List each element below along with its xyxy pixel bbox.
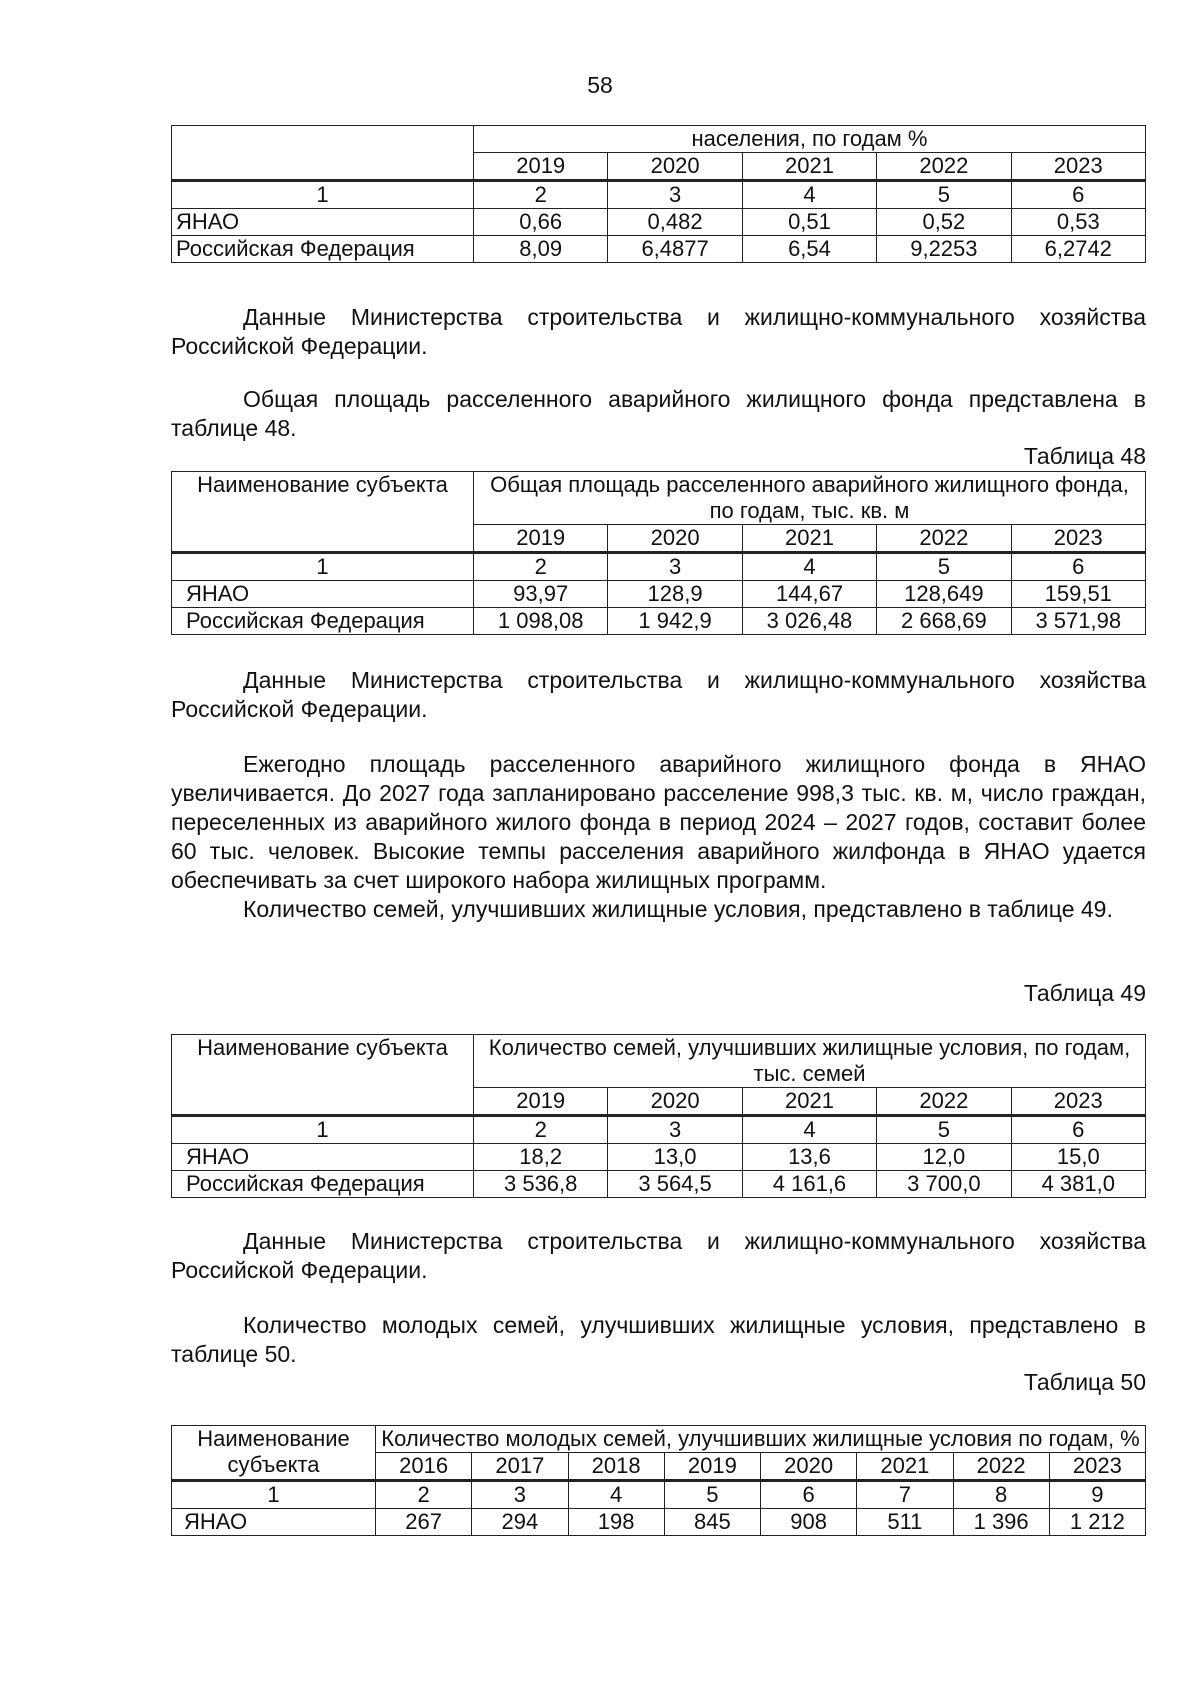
cell: 3 026,48 — [742, 608, 876, 635]
year-header: 2020 — [761, 1453, 857, 1481]
year-header: 2021 — [742, 153, 876, 181]
subject-header-cell: Наименование субъекта — [172, 1426, 376, 1481]
table-49-header: Количество семей, улучшивших жилищные условия, по годам, тыс. семей — [474, 1035, 1146, 1088]
row-name: ЯНАО — [172, 1144, 474, 1171]
year-header: 2017 — [472, 1453, 568, 1481]
source-note: Данные Министерства строительства и жилищно-коммунального хозяйства Российской Федерации. — [171, 1228, 1146, 1283]
year-header: 2023 — [1011, 525, 1145, 553]
cell: 4 161,6 — [742, 1171, 876, 1198]
cell: 0,52 — [877, 209, 1011, 236]
col-number: 6 — [1011, 1116, 1145, 1144]
cell: 4 381,0 — [1011, 1171, 1145, 1198]
cell: 15,0 — [1011, 1144, 1145, 1171]
table-49-caption: Таблица 49 — [1023, 980, 1146, 1006]
table-50-header: Количество молодых семей, улучшивших жилищные условия по годам, % — [376, 1426, 1146, 1453]
year-header: 2019 — [474, 1088, 608, 1116]
cell: 1 396 — [953, 1509, 1049, 1536]
col-number: 8 — [953, 1481, 1049, 1509]
cell: 198 — [568, 1509, 664, 1536]
intro-paragraph-50: Количество молодых семей, улучшивших жилищные условия, представлено в таблице 50. — [171, 1312, 1146, 1367]
cell: 9,2253 — [877, 236, 1011, 263]
cell: 0,66 — [474, 209, 608, 236]
year-header: 2020 — [608, 525, 742, 553]
cell: 6,54 — [742, 236, 876, 263]
row-name: ЯНАО — [172, 1509, 376, 1536]
cell: 2 668,69 — [877, 608, 1011, 635]
table-47 — [171, 125, 1146, 263]
col-number: 5 — [877, 1116, 1011, 1144]
row-name: ЯНАО — [172, 581, 474, 608]
cell: 8,09 — [474, 236, 608, 263]
col-number: 2 — [376, 1481, 472, 1509]
cell: 12,0 — [877, 1144, 1011, 1171]
col-number: 3 — [608, 1116, 742, 1144]
year-header: 2019 — [664, 1453, 760, 1481]
cell: 144,67 — [742, 581, 876, 608]
col-number: 1 — [172, 553, 474, 581]
column-number-row — [172, 553, 1146, 581]
col-number: 3 — [608, 553, 742, 581]
year-header: 2018 — [568, 1453, 664, 1481]
table-row — [172, 1144, 1146, 1171]
col-number: 3 — [472, 1481, 568, 1509]
table-row — [172, 209, 1146, 236]
table-row — [172, 236, 1146, 263]
row-name: Российская Федерация — [172, 608, 474, 635]
cell: 908 — [761, 1509, 857, 1536]
col-number: 5 — [664, 1481, 760, 1509]
cell: 6,2742 — [1011, 236, 1145, 263]
table-48-caption: Таблица 48 — [1023, 443, 1146, 469]
col-number: 6 — [761, 1481, 857, 1509]
year-header: 2016 — [376, 1453, 472, 1481]
cell: 3 564,5 — [608, 1171, 742, 1198]
cell: 128,9 — [608, 581, 742, 608]
table-50 — [171, 1425, 1146, 1536]
cell: 13,0 — [608, 1144, 742, 1171]
table-row — [172, 1509, 1146, 1536]
cell: 294 — [472, 1509, 568, 1536]
intro-paragraph-48: Общая площадь расселенного аварийного жилищного фонда представлена в таблице 48. — [171, 386, 1146, 441]
year-header: 2023 — [1049, 1453, 1145, 1481]
col-number: 4 — [742, 1116, 876, 1144]
col-number: 4 — [742, 553, 876, 581]
year-header: 2021 — [742, 525, 876, 553]
col-number: 2 — [474, 1116, 608, 1144]
col-number: 5 — [877, 181, 1011, 209]
year-header: 2023 — [1011, 1088, 1145, 1116]
year-header: 2022 — [877, 1088, 1011, 1116]
cell: 3 536,8 — [474, 1171, 608, 1198]
cell: 13,6 — [742, 1144, 876, 1171]
table-50-caption: Таблица 50 — [1023, 1369, 1146, 1395]
col-number: 3 — [608, 181, 742, 209]
row-name: Российская Федерация — [172, 1171, 474, 1198]
col-number: 6 — [1011, 181, 1145, 209]
table-47-header: населения, по годам % — [474, 126, 1146, 153]
cell: 267 — [376, 1509, 472, 1536]
col-number: 4 — [568, 1481, 664, 1509]
cell: 159,51 — [1011, 581, 1145, 608]
cell: 3 571,98 — [1011, 608, 1145, 635]
source-note: Данные Министерства строительства и жилищно-коммунального хозяйства Российской Федерации. — [171, 667, 1146, 722]
cell: 6,4877 — [608, 236, 742, 263]
col-number: 2 — [474, 553, 608, 581]
col-number: 9 — [1049, 1481, 1145, 1509]
table-49 — [171, 1034, 1146, 1198]
row-name: ЯНАО — [172, 209, 474, 236]
col-number: 4 — [742, 181, 876, 209]
year-header: 2020 — [608, 1088, 742, 1116]
year-header: 2022 — [877, 525, 1011, 553]
cell: 128,649 — [877, 581, 1011, 608]
column-number-row — [172, 1116, 1146, 1144]
paragraph-yanao: Ежегодно площадь расселенного аварийного жилищного фонда в ЯНАО увеличивается. До 2027 года запланировано расселение 998,3 тыс. кв. м, число граждан, переселенных из аварийного жилого фонда в период 2024 – 2027 годов, составит более 60 тыс. человек. Высокие темпы расселения аварийного жилфонда в ЯНАО удается обеспечивать за счет широкого набора жилищных программ. Количество семей, улучшивших жилищные условия, представлено в таблице 49. — [171, 751, 1146, 922]
col-number: 1 — [172, 181, 474, 209]
col-number: 2 — [474, 181, 608, 209]
cell: 0,482 — [608, 209, 742, 236]
year-header: 2023 — [1011, 153, 1145, 181]
table-row — [172, 1171, 1146, 1198]
year-header: 2019 — [474, 153, 608, 181]
cell: 845 — [664, 1509, 760, 1536]
year-header: 2021 — [742, 1088, 876, 1116]
col-number: 6 — [1011, 553, 1145, 581]
cell: 0,51 — [742, 209, 876, 236]
source-note: Данные Министерства строительства и жилищно-коммунального хозяйства Российской Федерации. — [171, 304, 1146, 359]
table-48 — [171, 471, 1146, 635]
subject-header-cell: Наименование субъекта — [172, 1035, 474, 1116]
year-header: 2022 — [953, 1453, 1049, 1481]
year-header: 2020 — [608, 153, 742, 181]
col-number: 7 — [857, 1481, 953, 1509]
year-header: 2022 — [877, 153, 1011, 181]
subject-header-cell — [172, 126, 474, 181]
cell: 18,2 — [474, 1144, 608, 1171]
year-header: 2021 — [857, 1453, 953, 1481]
column-number-row — [172, 1481, 1146, 1509]
table-row — [172, 581, 1146, 608]
column-number-row — [172, 181, 1146, 209]
cell: 3 700,0 — [877, 1171, 1011, 1198]
cell: 1 212 — [1049, 1509, 1145, 1536]
subject-header-cell: Наименование субъекта — [172, 472, 474, 553]
cell: 511 — [857, 1509, 953, 1536]
row-name: Российская Федерация — [172, 236, 474, 263]
cell: 1 942,9 — [608, 608, 742, 635]
table-row — [172, 608, 1146, 635]
cell: 93,97 — [474, 581, 608, 608]
col-number: 5 — [877, 553, 1011, 581]
col-number: 1 — [172, 1116, 474, 1144]
col-number: 1 — [172, 1481, 376, 1509]
page-number: 58 — [587, 72, 613, 98]
year-header: 2019 — [474, 525, 608, 553]
cell: 0,53 — [1011, 209, 1145, 236]
table-48-header: Общая площадь расселенного аварийного жилищного фонда, по годам, тыс. кв. м — [474, 472, 1146, 525]
cell: 1 098,08 — [474, 608, 608, 635]
